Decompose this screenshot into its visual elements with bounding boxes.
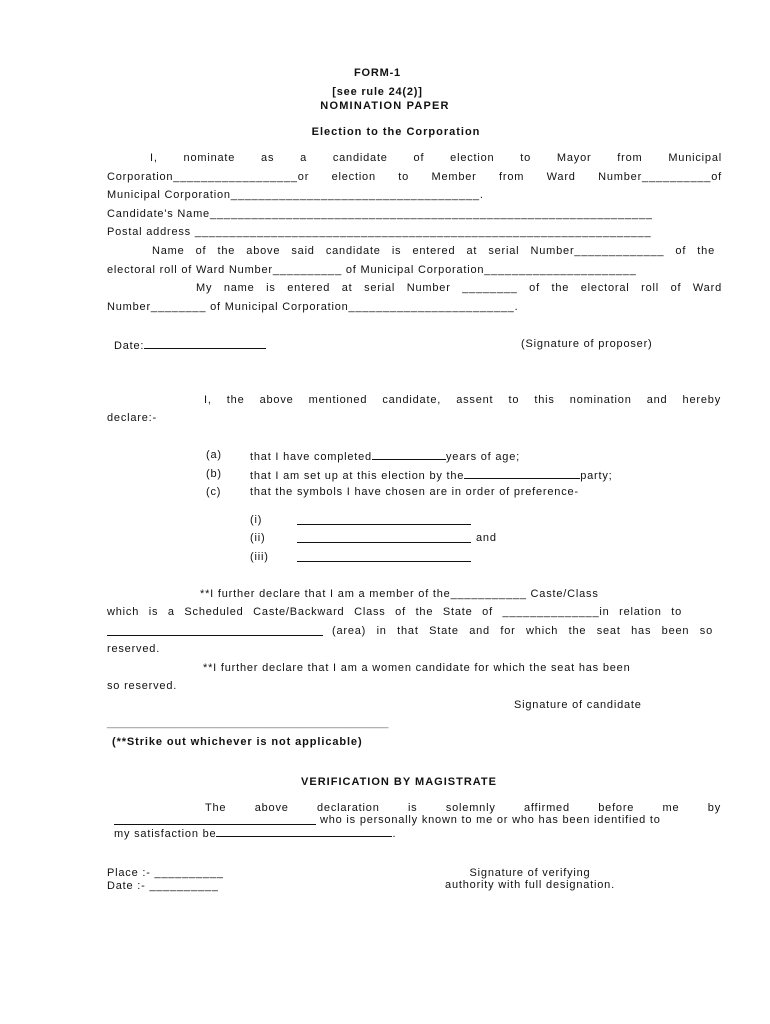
area-blank <box>107 625 323 636</box>
item-b-party <box>250 468 613 483</box>
nomination-line-1: I, nominate as a candidate of election to Mayor from Municipal <box>150 152 722 164</box>
item-c-mark: (c) <box>206 486 222 498</box>
verification-line-1: The above declaration is solemnly affirmed before me by <box>205 802 721 814</box>
postal-address-line: Postal address __________________________________________________________________ <box>107 226 652 238</box>
satisfaction-blank <box>216 826 392 837</box>
nomination-line-9: Number________ of Municipal Corporation________________________. <box>107 301 519 313</box>
date-field: Date :- __________ <box>107 880 219 892</box>
verification-title: VERIFICATION BY MAGISTRATE <box>301 776 497 788</box>
strike-out-note: (**Strike out whichever is not applicable) <box>112 736 363 748</box>
caste-line-1: **I further declare that I am a member of the___________ Caste/Class <box>200 588 599 600</box>
symbol-i-mark: (i) <box>250 514 263 526</box>
caste-line-4: reserved. <box>107 643 161 655</box>
verification-line-2: who is personally known to me or who has been identified to <box>320 814 661 826</box>
party-blank <box>464 468 580 479</box>
proposer-date <box>114 338 266 353</box>
proposer-signature: (Signature of proposer) <box>521 338 653 350</box>
assent-line-1: I, the above mentioned candidate, assent to this nomination and hereby <box>204 394 721 406</box>
caste-line-2: which is a Scheduled Caste/Backward Class of the State of ______________in relation to <box>107 606 682 618</box>
women-line-1: **I further declare that I am a women candidate for which the seat has been <box>203 662 631 674</box>
nomination-line-8: My name is entered at serial Number ________ of the electoral roll of Ward <box>196 282 722 294</box>
candidate-signature: Signature of candidate <box>514 699 642 711</box>
nomination-line-3: Municipal Corporation____________________________________. <box>107 189 484 201</box>
form-subtitle: Election to the Corporation <box>311 126 481 138</box>
place-field: Place :- __________ <box>107 867 224 879</box>
verification-line-3 <box>114 826 396 841</box>
satisfaction-period: . <box>392 828 397 840</box>
symbol-ii-mark: (ii) <box>250 532 266 544</box>
verifying-signature: Signature of verifying <box>469 867 591 879</box>
women-line-2: so reserved. <box>107 680 178 692</box>
item-a-text: that I have completed <box>250 451 372 463</box>
proposer-date-label: Date: <box>114 340 145 352</box>
symbol-iii-mark: (iii) <box>250 551 269 563</box>
candidate-name-line: Candidate's Name________________________________________________________________ <box>107 208 653 220</box>
assent-line-2: declare:- <box>107 412 157 424</box>
item-b-text: that I am set up at this election by the <box>250 470 465 482</box>
rule-reference: [see rule 24(2)] <box>332 86 423 98</box>
nomination-line-2: Corporation__________________or election to Member from Ward Number__________of <box>107 171 722 183</box>
magistrate-name-blank <box>114 814 316 825</box>
satisfaction-text: my satisfaction be <box>114 828 217 840</box>
caste-line-3: (area) in that State and for which the seat has been so <box>332 625 713 637</box>
item-a-mark: (a) <box>206 449 222 461</box>
form-number: FORM-1 <box>354 67 401 79</box>
nomination-line-6: Name of the above said candidate is entered at serial Number_____________ of the <box>152 245 715 257</box>
item-a-age <box>250 449 520 464</box>
symbol-ii-blank <box>297 532 471 543</box>
item-b-mark: (b) <box>206 468 222 480</box>
item-c-text: that the symbols I have chosen are in order of preference- <box>250 486 579 498</box>
verifying-designation: authority with full designation. <box>445 879 615 891</box>
form-title: NOMINATION PAPER <box>320 100 450 112</box>
nomination-line-7: electoral roll of Ward Number__________ of Municipal Corporation______________________ <box>107 264 637 276</box>
item-a-suffix: years of age; <box>445 451 520 463</box>
proposer-date-line <box>144 338 266 349</box>
symbol-iii-blank <box>297 551 471 562</box>
symbol-ii-suffix: and <box>476 532 497 544</box>
signature-line: ______________________________________________ <box>107 717 389 729</box>
item-b-suffix: party; <box>580 470 613 482</box>
symbol-i-blank <box>297 514 471 525</box>
age-blank <box>372 449 446 460</box>
